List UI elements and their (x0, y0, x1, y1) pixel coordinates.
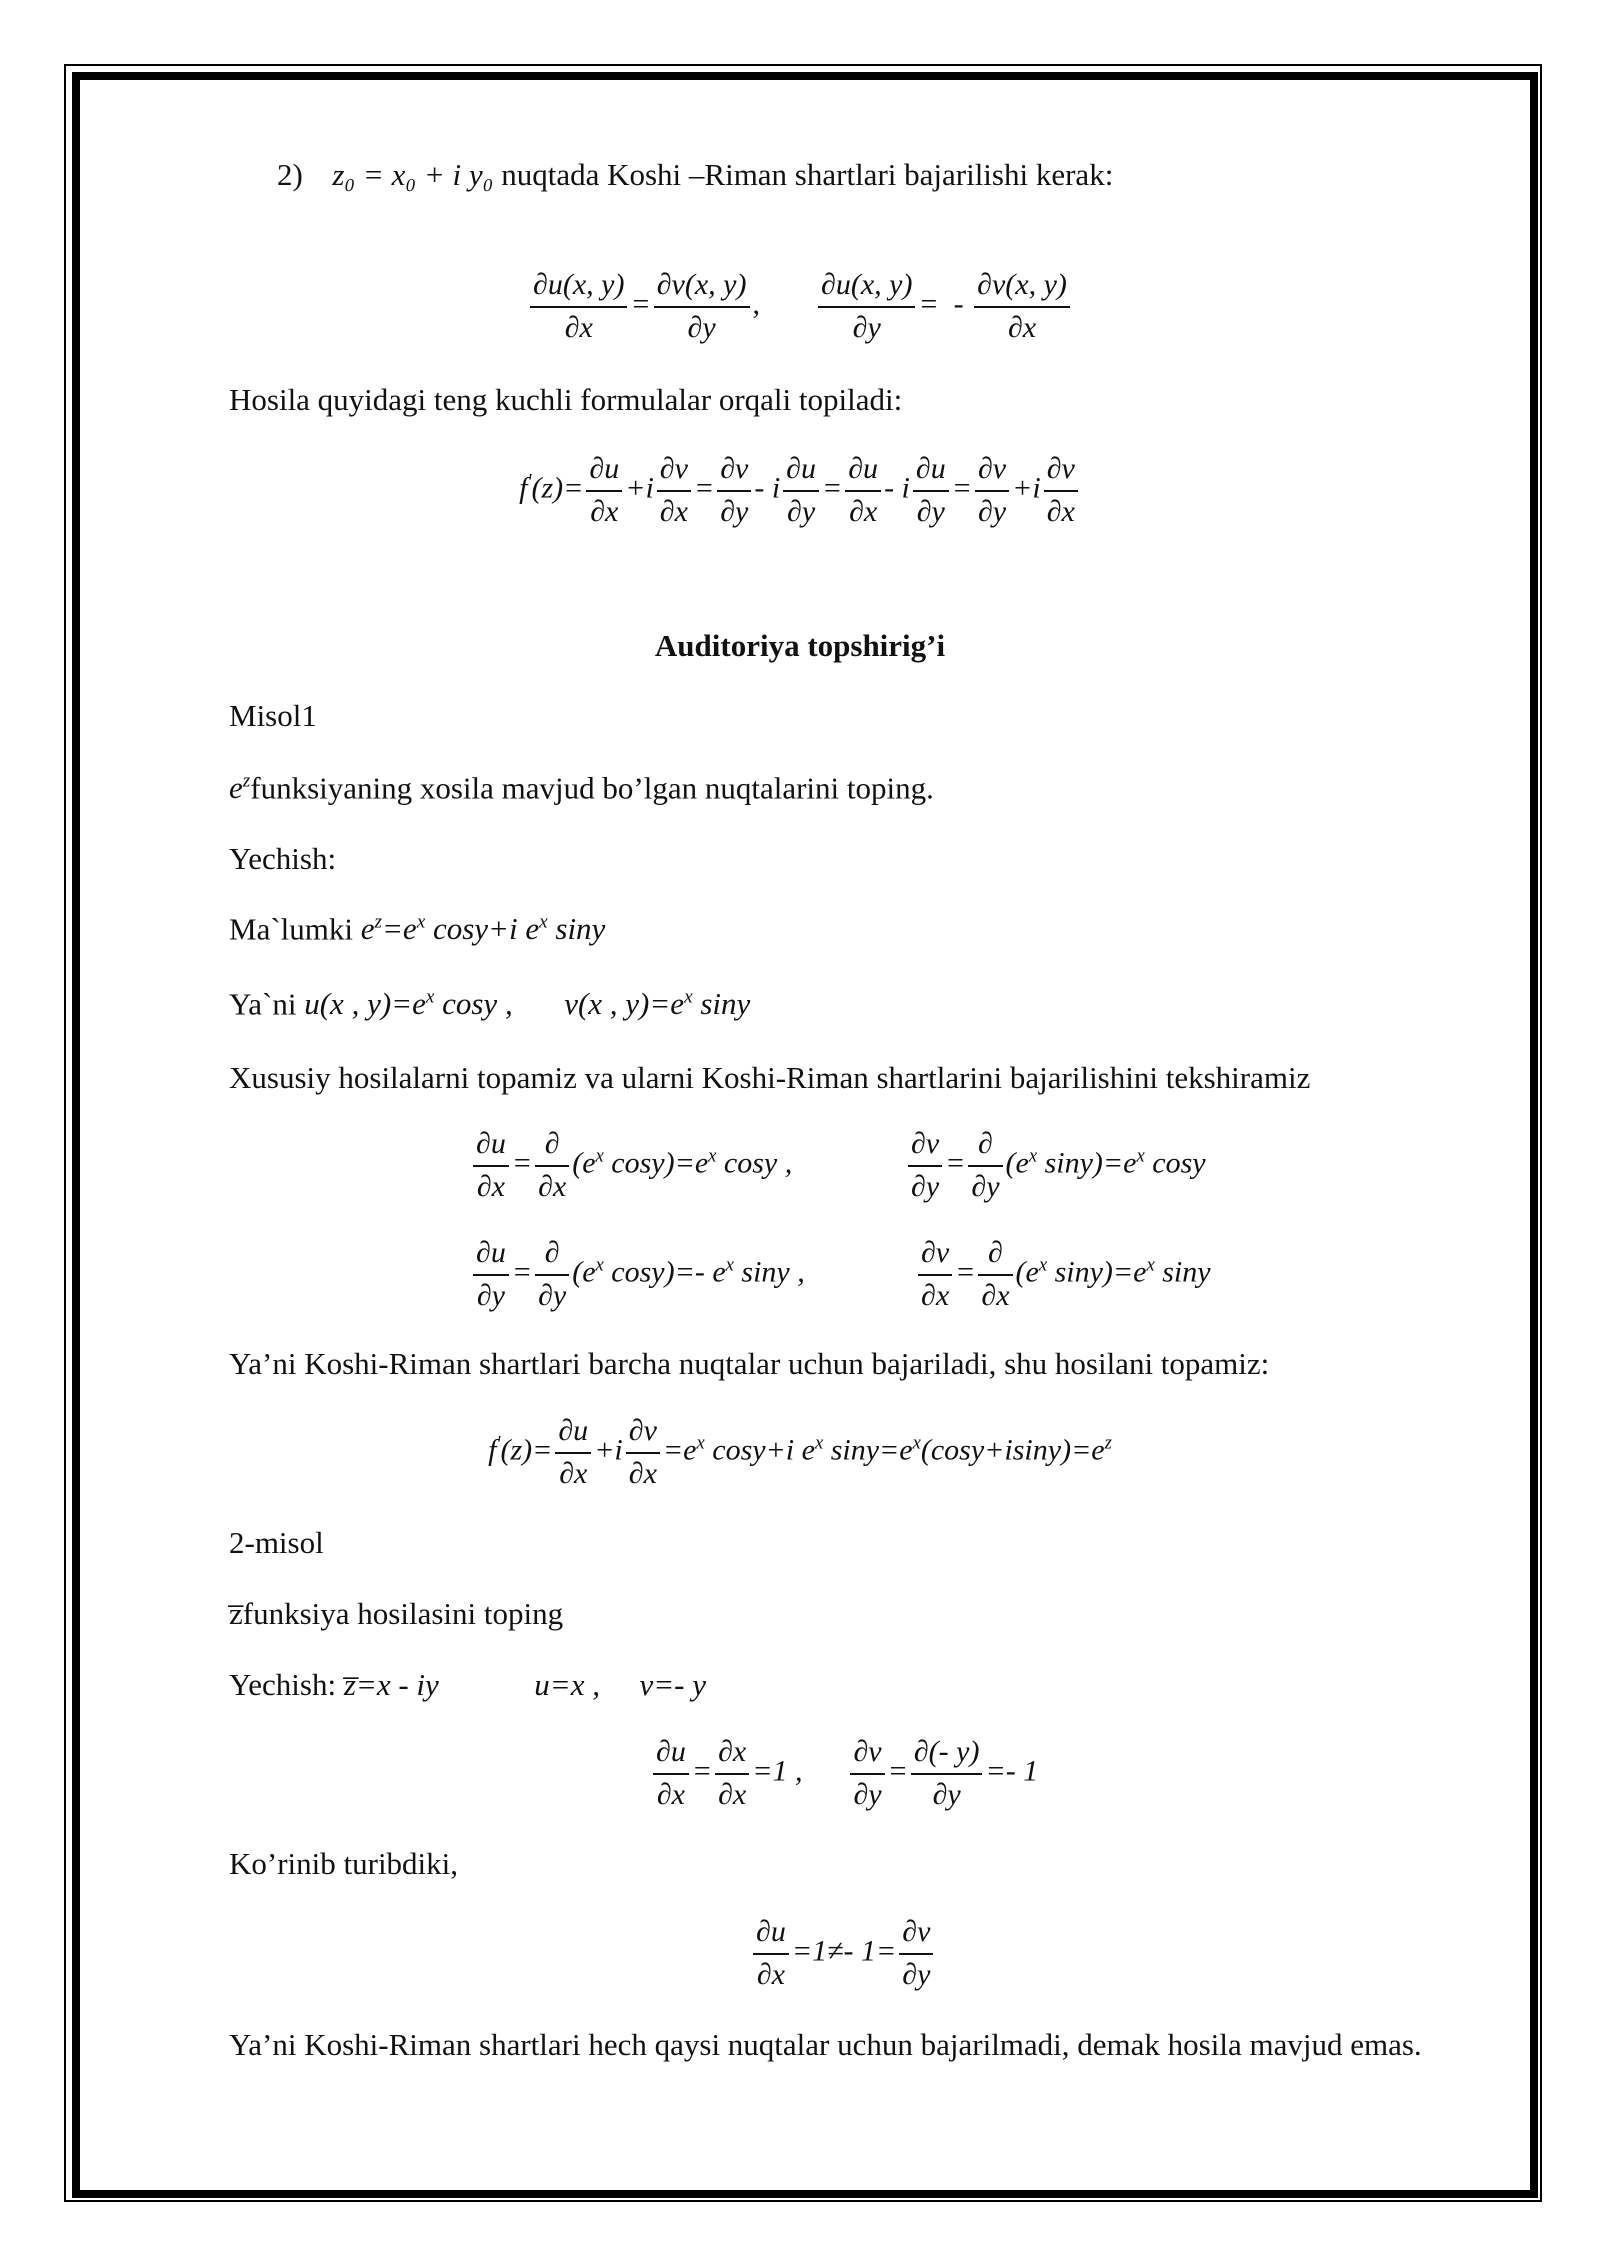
example-2-task-text: funksiya hosilasini toping (242, 1596, 564, 1631)
partials-intro: Xususiy hosilalarni topamiz va ularni Koshi-Riman shartlarini bajarilishini tekshiramiz (229, 1060, 1311, 1095)
derivative-intro: Hosila quyidagi teng kuchli formulalar orqali topiladi: (229, 382, 903, 417)
derivative-formula: f'(z)= $\frac{\partial u}{\partial x}$ +i $\frac{\partial v}{\partial x}$ = $\frac{\partial v}{\partial y}$ - i $\frac{\partial u}{\partial y}$ = $\frac{\partial u}{\partial x}$ - i $\frac{\partial u}{\partial y}$ = $\frac{\partial v}{\partial y}$ +i $\frac{\partial v}{\partial x}$ (0, 452, 1600, 529)
item-2-number: 2) (277, 157, 303, 192)
partial-u-x: $\frac{\partial u}{\partial x}$ = $\frac{\partial}{\partial x}$ ($e^x$ $\cos y)=e^x$ cosy , (470, 1127, 792, 1204)
example-1-yani: Ya`ni u(x , $y)=e^x$ cosy , v(x , $y)=e^x$ siny (229, 986, 751, 1022)
item-2-text: nuqtada Koshi –Riman shartlari bajarilishi kerak: (501, 157, 1114, 192)
example-1-result: f'(z)= $\frac{\partial u}{\partial x}$ +i $\frac{\partial v}{\partial x}$ $=e^x$ cosy+i $e^x$ $\sin y=e^x(\cos y+isiny)=e^z$ (488, 1414, 1112, 1490)
example-1-known: Ma`lumki $e^z=e^x$ cosy+i $e^x$ siny (229, 911, 606, 947)
yani-label: Ya`ni (229, 986, 297, 1022)
example-2-inequality: $\frac{\partial u}{\partial x}$ =1≠- 1= $\frac{\partial v}{\partial y}$ (750, 1915, 936, 1992)
example-2-conclusion: Ya’ni Koshi-Riman shartlari hech qaysi nuqtalar uchun bajarilmadi, demak hosila mavjud emas. (229, 2027, 1422, 2062)
example-2-solution-label: Yechish: (229, 1667, 337, 1702)
section-title: Auditoriya topshirig’i (654, 628, 946, 663)
example-1-task-text: funksiyaning xosila mavjud bo’lgan nuqtalarini toping. (250, 770, 934, 806)
partial-u-y: $\frac{\partial u}{\partial y}$ = $\frac{\partial}{\partial y}$ ($e^x$ cosy)=- $e^x$ siny , (470, 1236, 805, 1313)
item-2-formula: z₀ = x₀ + i y₀ (332, 157, 494, 192)
partial-v-y: $\frac{\partial v}{\partial y}$ = $\frac{\partial}{\partial y}$ ($e^x$ $\sin y)=e^x$ cosy (905, 1127, 1206, 1204)
example-2-title: 2-misol (229, 1525, 324, 1560)
example-2-task (229, 1598, 563, 1629)
example-2-observation: Ko’rinib turibdiki, (229, 1846, 459, 1881)
example-2-solution: Yechish: z̅=x - iy u=x , v=- y (229, 1667, 706, 1702)
example-1-task: $e^zfunksiyaning$ xosila mavjud bo’lgan nuqtalarini toping. (229, 770, 934, 806)
partial-v-x: $\frac{\partial v}{\partial x}$ = $\frac{\partial}{\partial x}$ ($e^x$ $\sin y)=e^x$ siny (915, 1236, 1211, 1313)
example-1-title: Misol1 (229, 698, 317, 733)
known-label: Ma`lumki (229, 911, 353, 947)
example-1-conclusion: Ya’ni Koshi-Riman shartlari barcha nuqtalar uchun bajariladi, shu hosilani topamiz: (229, 1346, 1270, 1381)
example-2-task-expr: z̅ (229, 1596, 243, 1631)
example-1-solution-label: Yechish: (229, 841, 337, 876)
cauchy-riemann-conditions: $\frac{\partial u(x, y)}{\partial x}$ = $\frac{\partial v(x, y)}{\partial y}$ , $\frac{\partial u(x, y)}{\partial y}$ = - $\frac{\partial v(x, y)}{\partial x}$ (0, 268, 1600, 345)
item-2-line (277, 159, 1113, 190)
example-2-partials: $\frac{\partial u}{\partial x}$ = $\frac{\partial x}{\partial x}$ =1 , $\frac{\partial v}{\partial y}$ = $\frac{\partial(- y)}{\partial y}$ =- 1 (650, 1735, 1038, 1812)
